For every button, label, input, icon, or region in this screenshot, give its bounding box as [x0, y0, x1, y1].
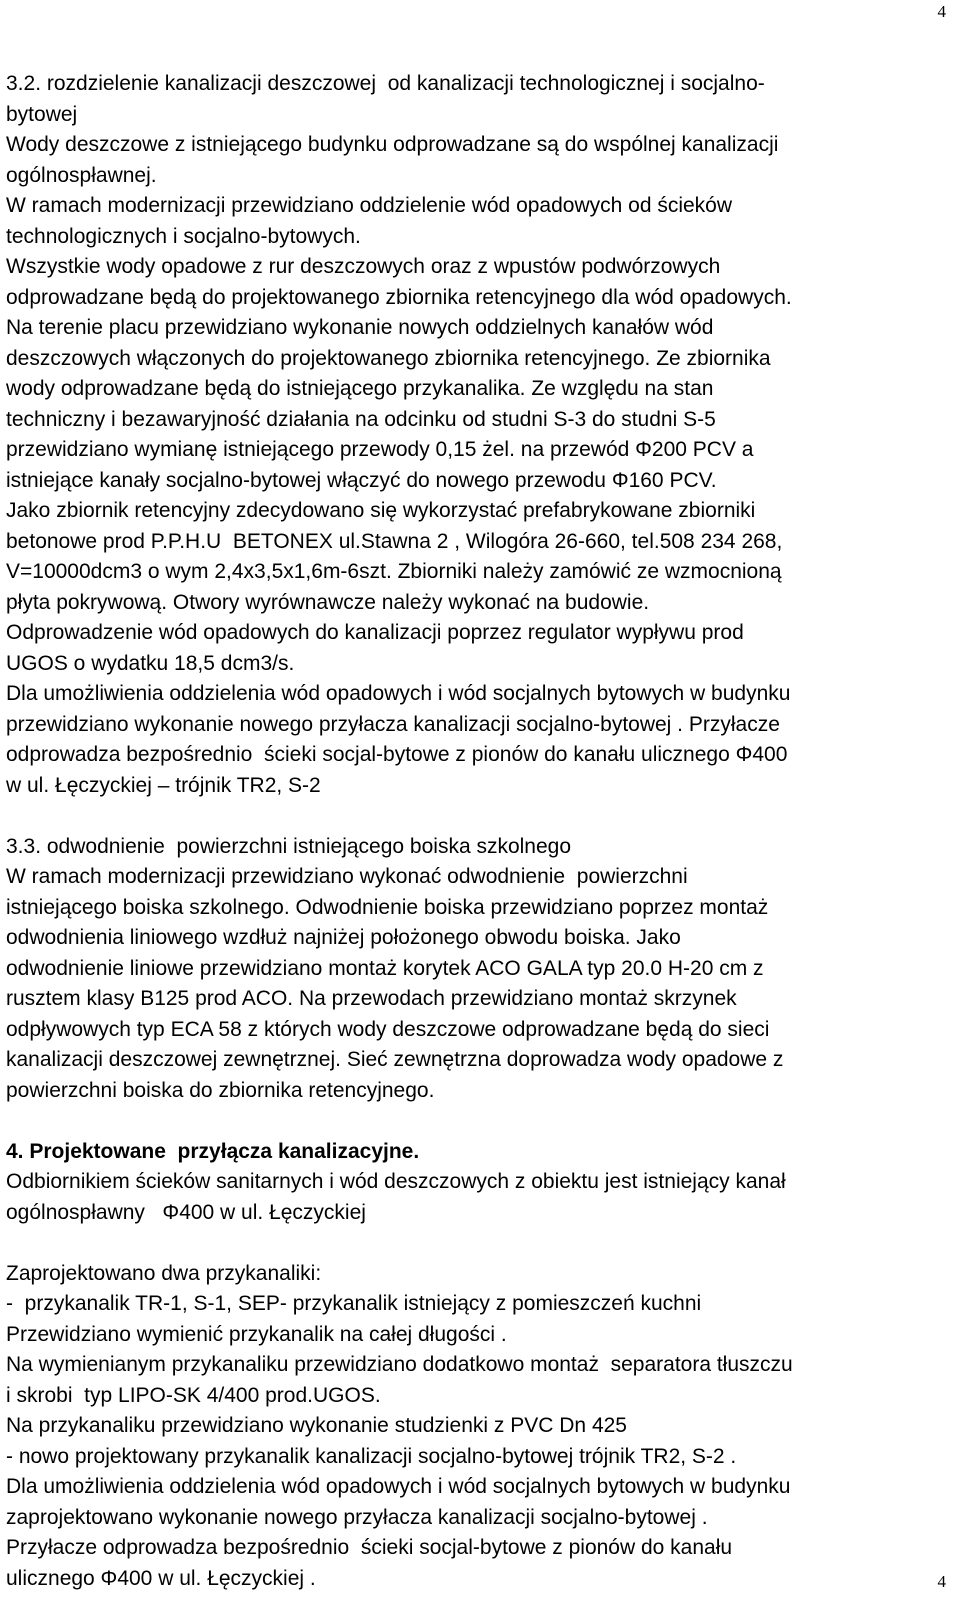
page-number-bottom: 4: [937, 1572, 946, 1591]
text-line: Na terenie placu przewidziano wykonanie nowych oddzielnych kanałów wód: [6, 316, 714, 339]
text-line: w ul. Łęczyckiej – trójnik TR2, S-2: [6, 773, 321, 797]
text-line: kanalizacji deszczowej zewnętrznej. Sieć zewnętrzna doprowadza wody opadowe z: [6, 1048, 784, 1071]
text-line: odpływowych typ ECA 58 z których wody deszczowe odprowadzane będą do sieci: [6, 1017, 770, 1041]
text-line: odprowadzane będą do projektowanego zbiornika retencyjnego dla wód opadowych.: [6, 285, 792, 309]
text-line: betonowe prod P.P.H.U BETONEX ul.Stawna 2 , Wilogóra 26-660, tel.508 234 268,: [6, 529, 783, 553]
section-3-3: [6, 832, 950, 1107]
text-line: powierzchni boiska do zbiornika retencyjnego.: [6, 1078, 435, 1102]
text-line: ogólnospławnej.: [6, 163, 157, 187]
text-line: istniejące kanały socjalno-bytowej włączyć do nowego przewodu Φ160 PCV.: [6, 468, 717, 492]
text-line: W ramach modernizacji przewidziano wykonać odwodnienie powierzchni: [6, 865, 688, 888]
text-line: Przewidziano wymienić przykanalik na całej długości .: [6, 1322, 507, 1346]
text-line: Zaprojektowano dwa przykanaliki:: [6, 1261, 322, 1285]
section-4-intro: [6, 1167, 950, 1228]
text-line: odwodnienie liniowe przewidziano montaż korytek ACO GALA typ 20.0 H-20 cm z: [6, 956, 764, 980]
text-line: 3.3. odwodnienie powierzchni istniejącego boiska szkolnego: [6, 834, 572, 858]
document-body: [6, 69, 950, 1594]
text-line: istniejącego boiska szkolnego. Odwodnienie boiska przewidziano poprzez montaż: [6, 895, 769, 919]
page-number-top: 4: [937, 2, 946, 21]
text-line: Odbiornikiem ścieków sanitarnych i wód deszczowych z obiektu jest istniejący kanał: [6, 1170, 786, 1193]
text-line: Przyłacze odprowadza bezpośrednio ścieki socjal-bytowe z pionów do kanału: [6, 1536, 733, 1559]
text-line: Na przykanaliku przewidziano wykonanie studzienki z PVC Dn 425: [6, 1414, 627, 1437]
text-line: przewidziano wymianę istniejącego przewody 0,15 żel. na przewód Φ200 PCV a: [6, 438, 754, 461]
text-line: ulicznego Φ400 w ul. Łęczyckiej .: [6, 1566, 316, 1590]
text-line: Dla umożliwienia oddzielenia wód opadowych i wód socjalnych bytowych w budynku: [6, 682, 791, 705]
text-line: - przykanalik TR-1, S-1, SEP- przykanalik istniejący z pomieszczeń kuchni: [6, 1292, 702, 1315]
blank-line: [6, 1106, 950, 1137]
text-line: odwodnienia liniowego wzdłuż najniżej położonego obwodu boiska. Jako: [6, 926, 681, 949]
blank-line: [6, 801, 950, 832]
blank-line: [6, 1228, 950, 1259]
text-line: technologicznych i socjalno-bytowych.: [6, 224, 361, 248]
text-line: 3.2. rozdzielenie kanalizacji deszczowej od kanalizacji technologicznej i socjalno-: [6, 72, 765, 95]
text-line: i skrobi typ LIPO-SK 4/400 prod.UGOS.: [6, 1383, 381, 1407]
text-line: płyta pokrywową. Otwory wyrównawcze należy wykonać na budowie.: [6, 590, 650, 614]
text-line: odprowadza bezpośrednio ścieki socjal-bytowe z pionów do kanału ulicznego Φ400: [6, 743, 788, 766]
section-3-2: [6, 69, 950, 801]
text-line: Dla umożliwienia oddzielenia wód opadowych i wód socjalnych bytowych w budynku: [6, 1475, 791, 1498]
text-line: zaprojektowano wykonanie nowego przyłacza kanalizacji socjalno-bytowej .: [6, 1505, 708, 1529]
text-line: rusztem klasy B125 prod ACO. Na przewodach przewidziano montaż skrzynek: [6, 987, 737, 1010]
text-line: bytowej: [6, 102, 78, 126]
text-line: UGOS o wydatku 18,5 dcm3/s.: [6, 651, 295, 675]
text-line: ogólnospławny Φ400 w ul. Łęczyckiej: [6, 1200, 366, 1224]
text-line: - nowo projektowany przykanalik kanalizacji socjalno-bytowej trójnik TR2, S-2 .: [6, 1444, 737, 1468]
section-4-body: [6, 1259, 950, 1595]
text-line: Odprowadzenie wód opadowych do kanalizacji poprzez regulator wypływu prod: [6, 621, 744, 644]
text-line: W ramach modernizacji przewidziano oddzielenie wód opadowych od ścieków: [6, 194, 733, 217]
section-4-heading: 4. Projektowane przyłącza kanalizacyjne.: [6, 1139, 420, 1163]
text-line: Wszystkie wody opadowe z rur deszczowych oraz z wpustów podwórzowych: [6, 255, 721, 278]
text-line: Na wymienianym przykanaliku przewidziano dodatkowo montaż separatora tłuszczu: [6, 1353, 793, 1376]
text-line: Wody deszczowe z istniejącego budynku odprowadzane są do wspólnej kanalizacji: [6, 133, 779, 156]
text-line: V=10000dcm3 o wym 2,4x3,5x1,6m-6szt. Zbiorniki należy zamówić ze wzmocnioną: [6, 560, 782, 583]
text-line: przewidziano wykonanie nowego przyłacza kanalizacji socjalno-bytowej . Przyłacze: [6, 712, 780, 736]
text-line: deszczowych włączonych do projektowanego zbiornika retencyjnego. Ze zbiornika: [6, 346, 771, 370]
text-line: Jako zbiornik retencyjny zdecydowano się wykorzystać prefabrykowane zbiorniki: [6, 499, 756, 522]
text-line: wody odprowadzane będą do istniejącego przykanalika. Ze względu na stan: [6, 377, 714, 400]
text-line: techniczny i bezawaryjność działania na odcinku od studni S-3 do studni S-5: [6, 407, 716, 431]
